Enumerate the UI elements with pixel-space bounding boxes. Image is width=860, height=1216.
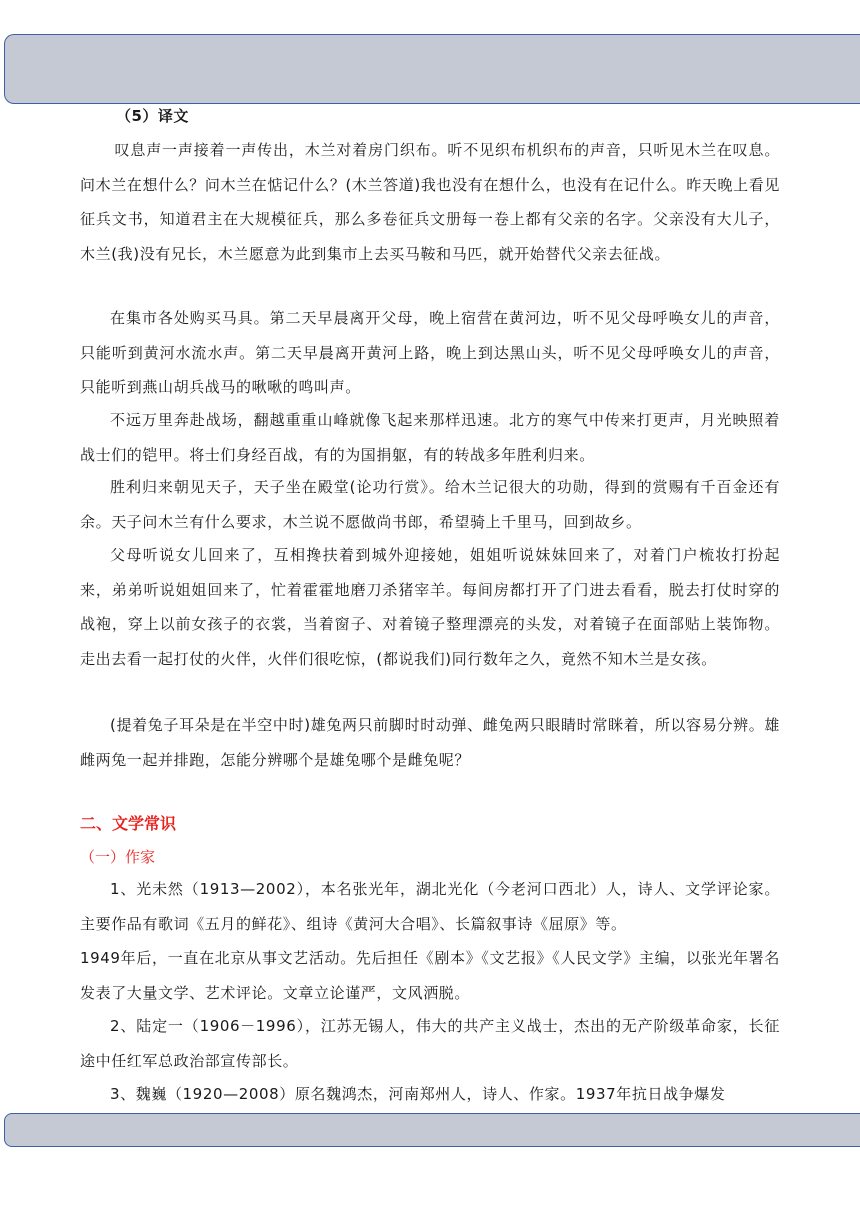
translation-paragraph: 叹息声一声接着一声传出，木兰对着房门织布。听不见织布机织布的声音，只听见木兰在叹息。问木兰在想什么？问木兰在惦记什么？(木兰答道)我也没有在想什么，也没有在记什么。昨天晚上看见征兵文书，知道君主在大规模征兵，那么多卷征兵文册每一卷上都有父亲的名字。父亲没有大儿子，木兰(我)没有兄长，木兰愿意为此到集市上去买马鞍和马匹，就开始替代父亲去征战。 — [80, 141, 780, 263]
author-paragraph: 2、陆定一（1906－1996），江苏无锡人，伟大的共产主义战士，杰出的无产阶级革命家，长征途中任红军总政治部宣传部长。 — [80, 1017, 780, 1070]
section-heading: 二、文学常识 — [80, 814, 177, 833]
subsection-heading: （一）作家 — [80, 848, 156, 866]
translation-heading: （5）译文 — [116, 107, 189, 125]
author-paragraph: 3、魏巍（1920—2008）原名魏鸿杰，河南郑州人，诗人、作家。1937年抗日战争爆发 — [110, 1085, 726, 1103]
translation-paragraph: 胜利归来朝见天子，天子坐在殿堂(论功行赏》。给木兰记很大的功勋，得到的赏赐有千百金还有余。天子问木兰有什么要求，木兰说不愿做尚书郎，希望骑上千里马，回到故乡。 — [80, 478, 780, 531]
author-paragraph: 1、光未然（1913—2002），本名张光年，湖北光化（今老河口西北）人，诗人、文学评论家。主要作品有歌词《五月的鲜花》、组诗《黄河大合唱》、长篇叙事诗《屈原》等。 — [80, 880, 780, 933]
footer-band — [4, 1113, 860, 1147]
author-paragraph: 1949年后，一直在北京从事文艺活动。先后担任《剧本》《文艺报》《人民文学》主编，以张光年署名发表了大量文学、艺术评论。文章立论谨严，文风洒脱。 — [80, 949, 780, 1002]
translation-paragraph: 不远万里奔赴战场，翻越重重山峰就像飞起来那样迅速。北方的寒气中传来打更声，月光映照着战士们的铠甲。将士们身经百战，有的为国捐躯，有的转战多年胜利归来。 — [80, 411, 780, 464]
translation-paragraph: 父母听说女儿回来了，互相搀扶着到城外迎接她，姐姐听说妹妹回来了，对着门户梳妆打扮起来，弟弟听说姐姐回来了，忙着霍霍地磨刀杀猪宰羊。每间房都打开了门进去看看，脱去打仗时穿的战袍，穿上以前女孩子的衣裳，当着窗子、对着镜子整理漂亮的头发，对着镜子在面部贴上装饰物。走出去看一起打仗的火伴，火伴们很吃惊，(都说我们)同行数年之久，竟然不知木兰是女孩。 — [80, 546, 780, 668]
translation-paragraph: (提着兔子耳朵是在半空中时)雄兔两只前脚时时动弹、雌兔两只眼睛时常眯着，所以容易分辨。雄雌两兔一起并排跑，怎能分辨哪个是雄兔哪个是雌兔呢？ — [80, 716, 780, 769]
header-band — [4, 34, 860, 104]
translation-paragraph: 在集市各处购买马具。第二天早晨离开父母，晚上宿营在黄河边，听不见父母呼唤女儿的声音，只能听到黄河水流水声。第二天早晨离开黄河上路，晚上到达黑山头，听不见父母呼唤女儿的声音，只能听到燕山胡兵战马的啾啾的鸣叫声。 — [80, 309, 780, 396]
